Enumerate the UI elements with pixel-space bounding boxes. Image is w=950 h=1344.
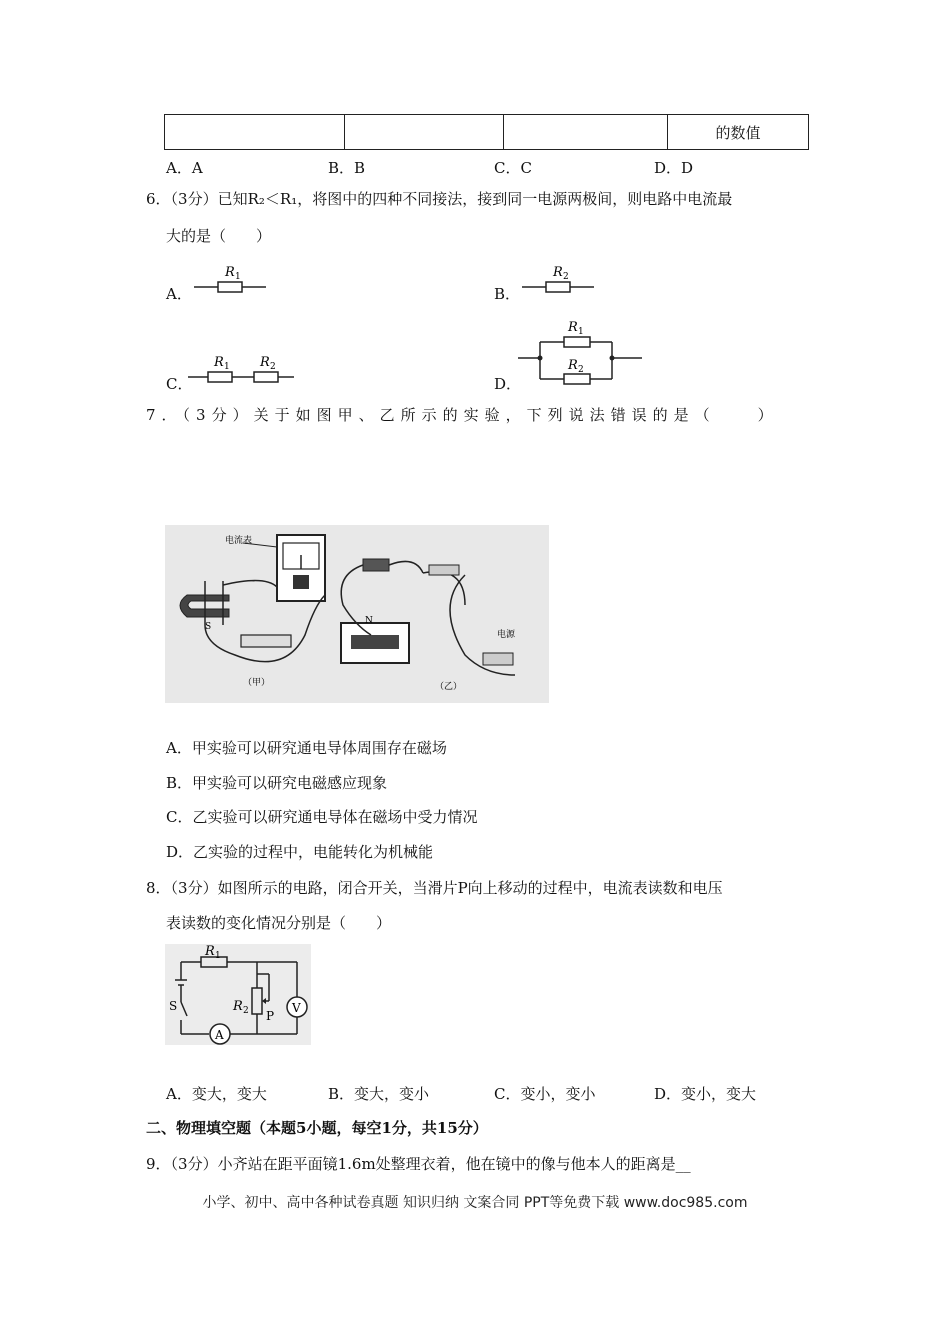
r2-sub: 2 (563, 272, 569, 282)
r1-sub: 1 (578, 327, 584, 337)
r2-label: R (568, 358, 578, 373)
q9-stem-line1: 9．（3分）小齐站在距平面镜1.6m处整理衣着，他在镜中的像与他本人的距离是__ (146, 1155, 691, 1173)
switch-label: S (169, 999, 178, 1013)
ammeter-label: 电流表 (225, 536, 253, 546)
q8-stem-line1: 8．（3分）如图所示的电路，闭合开关，当滑片P向上移动的过程中，电流表读数和电压 (146, 879, 723, 897)
q7-experiment-figure (165, 525, 549, 703)
r2-label: R (553, 265, 563, 280)
r2-label: R (233, 999, 243, 1014)
q5-option-c: C．C (494, 159, 532, 177)
q6-option-b: B． (494, 285, 521, 303)
q7-option-d: D．乙实验的过程中，电能转化为机械能 (166, 843, 434, 861)
q7-stem-line1: 7．（3分）关于如图甲、乙所示的实验，下列说法错误的是（ ） (146, 406, 779, 424)
table-cell (504, 115, 668, 150)
power-label: 电源 (497, 630, 516, 640)
section-heading: 二、物理填空题（本题5小题，每空1分，共15分） (146, 1119, 488, 1137)
r1-label: R (214, 355, 224, 370)
q7-experiment-photo (165, 525, 549, 703)
q5-option-d: D．D (654, 159, 694, 177)
q6-circuit-a (190, 262, 270, 296)
q8-option-a: A．变大，变大 (166, 1085, 267, 1103)
q8-circuit (165, 944, 311, 1045)
q8-stem-line2: 表读数的变化情况分别是（ ） (166, 914, 392, 932)
q6-option-d: D． (494, 375, 522, 393)
s-label: S (205, 622, 212, 632)
page-footer: 小学、初中、高中各种试卷真题 知识归纳 文案合同 PPT等免费下载 www.doc985.com (202, 1195, 748, 1211)
table-cell (345, 115, 504, 150)
voltmeter-label: V (292, 1001, 301, 1015)
jia-label: （甲） (243, 678, 271, 688)
q6-circuit-b (518, 262, 598, 296)
r2-label: R (260, 355, 270, 370)
q8-option-b: B．变大，变小 (328, 1085, 430, 1103)
q5-option-b: B．B (328, 159, 366, 177)
q6-stem-line2: 大的是（ ） (166, 227, 272, 245)
q7-option-b: B．甲实验可以研究电磁感应现象 (166, 774, 388, 792)
r1-label: R (568, 320, 578, 335)
r1-sub: 1 (235, 272, 241, 282)
q6-option-c: C． (166, 375, 193, 393)
table-cell (165, 115, 345, 150)
r2-sub: 2 (270, 362, 276, 372)
r1-label: R (205, 944, 215, 959)
slider-p-label: P (266, 1009, 275, 1023)
q8-option-d: D．变小，变大 (654, 1085, 757, 1103)
r1-sub: 1 (224, 362, 230, 372)
q5-option-a: A．A (166, 159, 203, 177)
ammeter-label: A (215, 1028, 224, 1042)
q6-option-a: A． (166, 285, 192, 303)
n-label: N (365, 616, 373, 626)
q8-option-c: C．变小，变小 (494, 1085, 596, 1103)
q6-circuit-c (186, 352, 296, 386)
r2-sub: 2 (243, 1006, 249, 1016)
r2-sub: 2 (578, 365, 584, 375)
q6-circuit-d (516, 318, 646, 388)
table-cell: 的数值 (668, 115, 809, 150)
answer-table (164, 114, 809, 150)
q6-stem-line1: 6．（3分）已知R₂＜R₁，将图中的四种不同接法，接到同一电源两极间，则电路中电流最 (146, 190, 733, 208)
r1-sub: 1 (215, 951, 221, 961)
yi-label: （乙） (435, 682, 463, 692)
r1-label: R (225, 265, 235, 280)
q7-option-a: A．甲实验可以研究通电导体周围存在磁场 (166, 739, 447, 757)
q7-option-c: C．乙实验可以研究通电导体在磁场中受力情况 (166, 808, 478, 826)
